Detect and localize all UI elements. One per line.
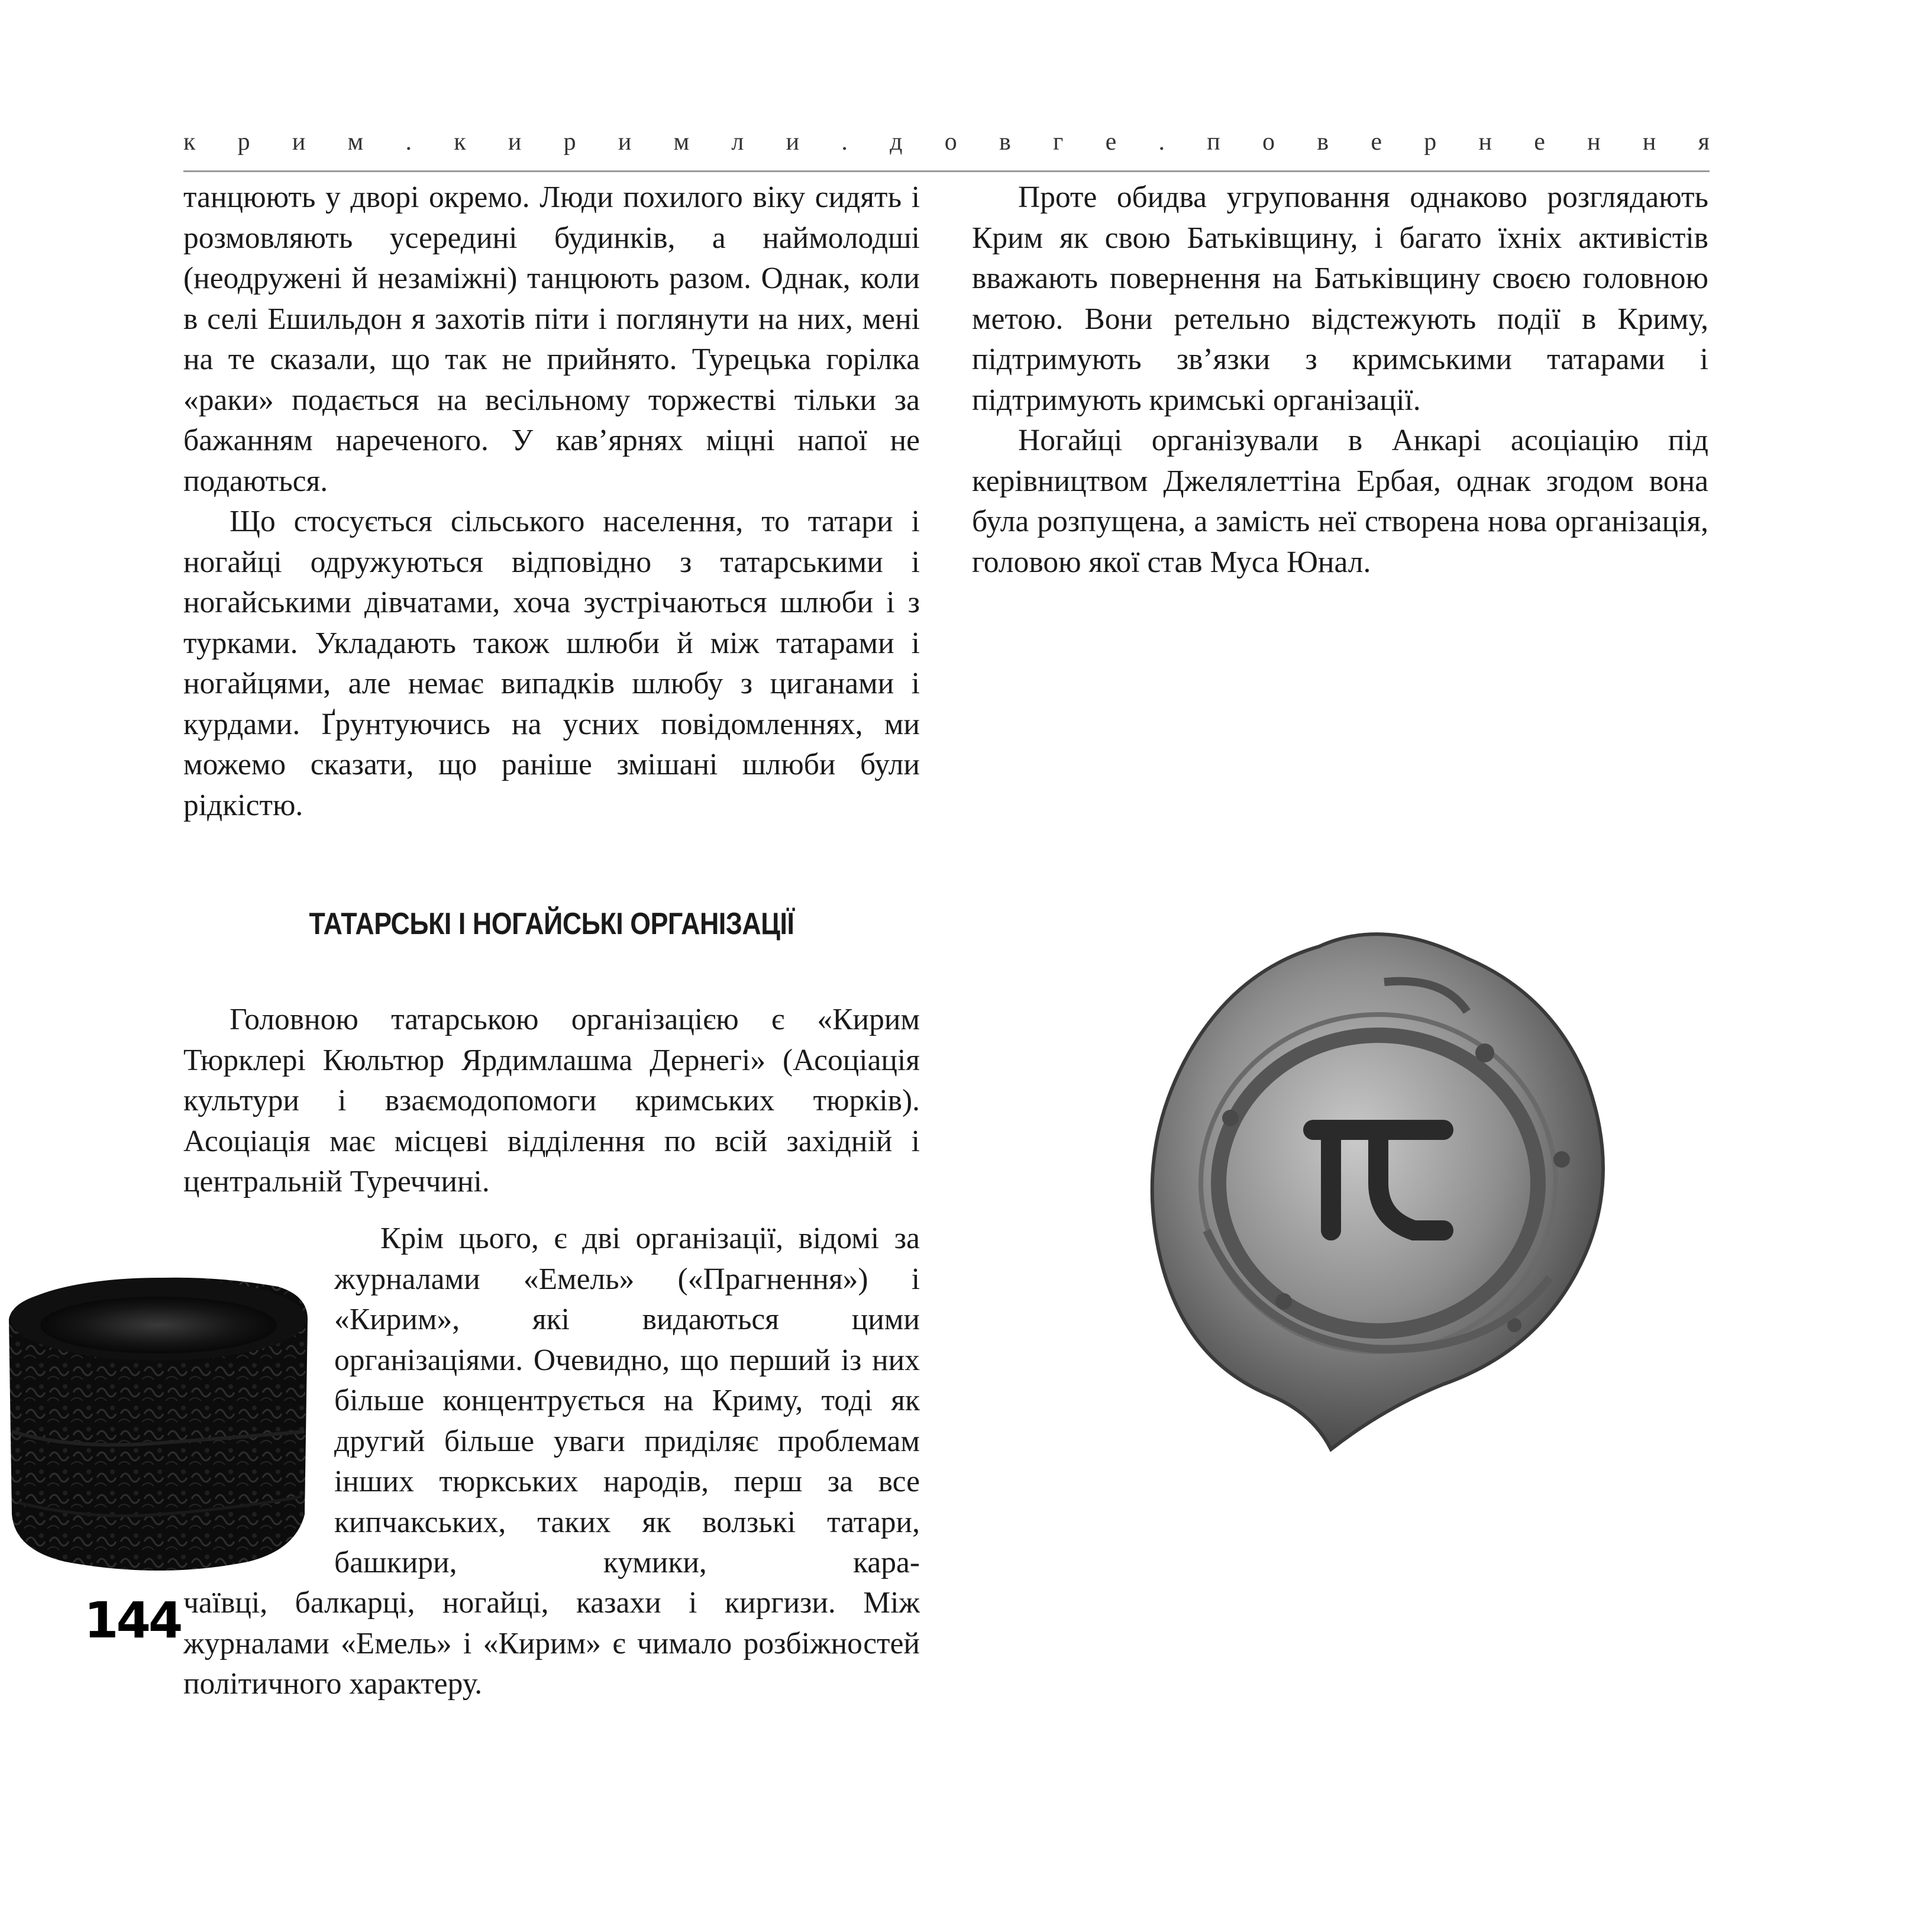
running-head-letter: к [454, 128, 466, 156]
fur-hat-image [0, 1254, 319, 1585]
running-head-letter: р [237, 128, 250, 156]
running-head-letter: и [292, 128, 306, 156]
left-column-wrap [334, 1219, 920, 1584]
left-column-bottom [183, 1583, 920, 1705]
running-head-letter: е [1105, 128, 1117, 156]
running-head-letter: и [618, 128, 632, 156]
running-head-letter: р [563, 128, 576, 156]
running-head-letter: д [890, 128, 903, 156]
running-head-letter: и [508, 128, 522, 156]
running-head-letter: в [999, 128, 1011, 156]
paragraph: Проте обидва угруповання однаково розглядають Крим як свою Батьківщину, і багато їхніх активістів вважають повернення на Батьківщину своєю головною метою. Вони ретельно відстежують події в Криму, підтримують зв’язки з кримськими татарами і підтримують кримські організації. [972, 180, 1708, 417]
running-head-letter: . [405, 128, 412, 156]
page-number: 144 [84, 1591, 181, 1649]
running-head [183, 121, 1710, 163]
paragraph: Крім цього, є дві організації, відомі за журналами «Емель» («Прагнення») і «Кирим», які видаються цими організаціями. Очевидно, що перший із них більше концентрується на Криму, тоді як другий більше уваги приділяє проблемам інших тюркських народів, перш за все кипчакських, таких як волзькі татари, башкири, кумики, кара- [334, 1222, 920, 1579]
section-heading: ТАТАРСЬКІ І НОГАЙСЬКІ ОРГАНІЗАЦІЇ [309, 907, 794, 941]
running-head-letter: м [673, 128, 690, 156]
left-column-mid [183, 1000, 920, 1203]
running-head-letter: о [1262, 128, 1275, 156]
running-head-letter: в [1317, 128, 1329, 156]
header-rule [183, 170, 1710, 172]
running-head-letter: л [731, 128, 744, 156]
running-head-letter: н [1587, 128, 1601, 156]
running-head-letter: . [1158, 128, 1165, 156]
running-head-letter: р [1424, 128, 1437, 156]
left-column-top [183, 177, 920, 826]
paragraph: Ногайці організували в Анкарі асоціацію під керівництвом Джелялеттіна Ербая, однак згодом вона була розпущена, а замість неї створена нова організація, головою якої став Муса Юнал. [972, 424, 1708, 579]
paragraph: танцюють у дворі окремо. Люди похилого віку сидять і розмовляють усередині будинків, а наймолодші (неодружені й незаміжні) танцюють разом. Однак, коли в селі Ешильдон я захотів піти і поглянути на них, мені на те сказали, що так не прийнято. Турецька горілка «раки» подається на весільному торжестві тільки за бажанням нареченого. У кав’ярнях міцні напої не подаються. [183, 180, 920, 498]
running-head-letter: к [183, 128, 196, 156]
right-column [972, 177, 1708, 583]
running-head-letter: н [1642, 128, 1656, 156]
running-head-letter: и [786, 128, 800, 156]
paragraph: Що стосується сільського населення, то татари і ногайці одружуються відповідно з татарськими і ногайськими дівчатами, хоча зустрічаються шлюби і з турками. Укладають також шлюби й між татарами і ногайцями, але немає випадків шлюбу з циганами і курдами. Ґрунтуючись на усних повідомленнях, ми можемо сказати, що раніше змішані шлюби були рідкістю. [183, 505, 920, 822]
running-head-letter: м [347, 128, 364, 156]
coin-image [1136, 923, 1633, 1455]
running-head-letter: . [841, 128, 848, 156]
running-head-letter: е [1371, 128, 1382, 156]
running-head-letter: о [944, 128, 957, 156]
paragraph: чаївці, балкарці, ногайці, казахи і киргизи. Між журналами «Емель» і «Кирим» є чимало розбіжностей політичного характеру. [183, 1586, 920, 1701]
running-head-letter: н [1478, 128, 1492, 156]
paragraph: Головною татарською організацією є «Кирим Тюрклері Кюльтюр Ярдимлашма Дернегі» (Асоціація культури і взаємодопомоги кримських тюрків). Асоціація має місцеві відділення по всій західній і центральній Туреччині. [183, 1003, 920, 1198]
running-head-letter: я [1698, 128, 1710, 156]
running-head-letter: е [1534, 128, 1545, 156]
running-head-letter: г [1053, 128, 1064, 156]
running-head-letter: п [1207, 128, 1220, 156]
